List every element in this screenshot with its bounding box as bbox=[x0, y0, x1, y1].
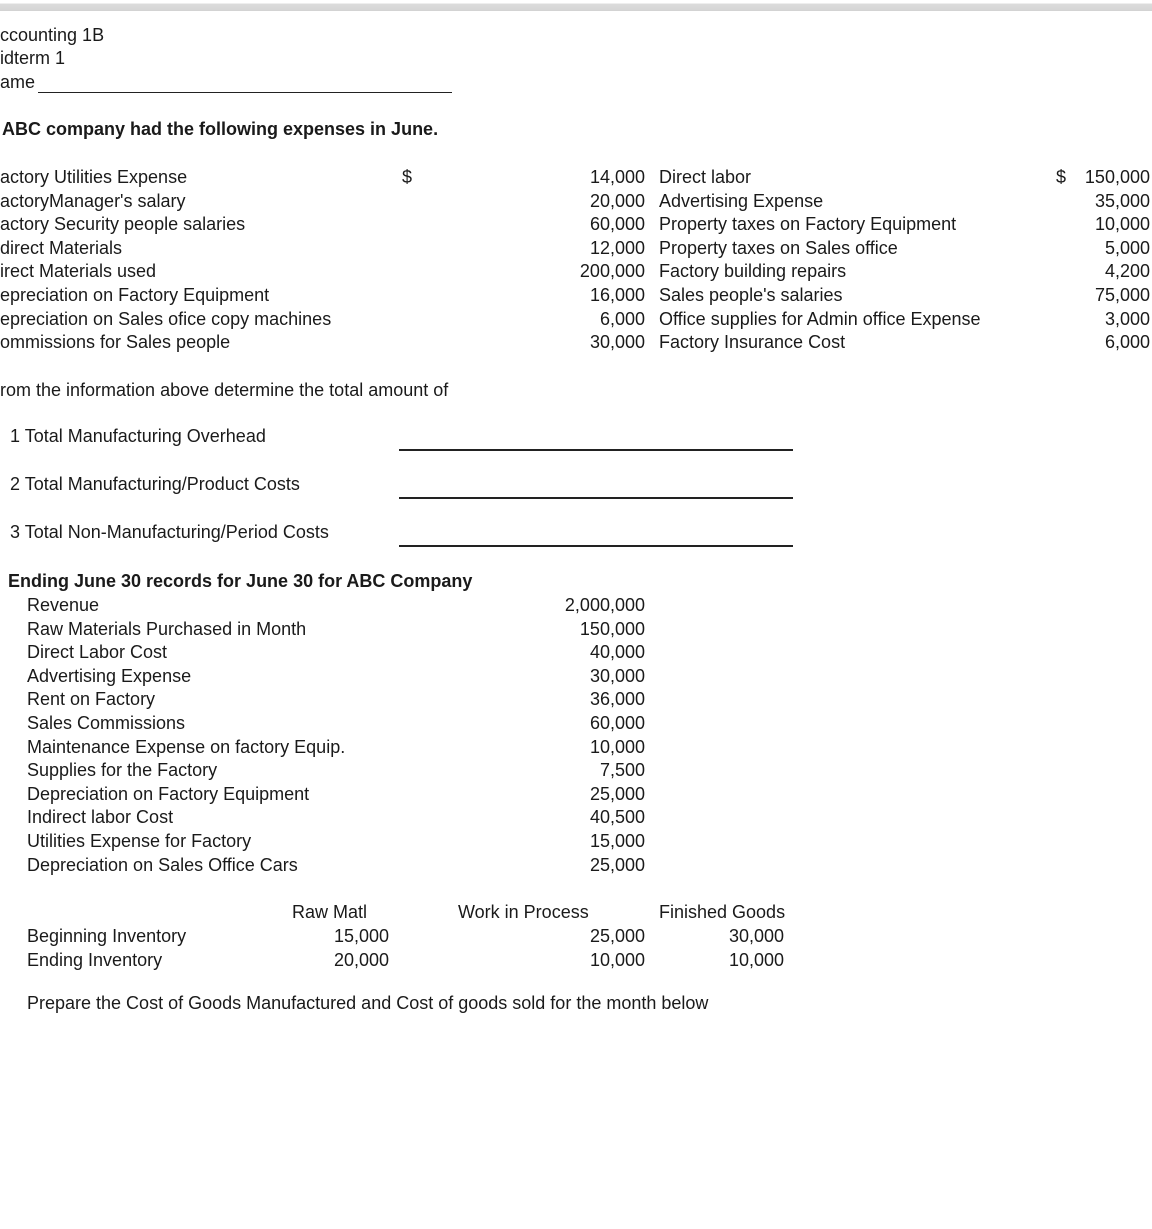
question-prompt: rom the information above determine the total amount of bbox=[0, 380, 449, 400]
record-amount: 10,000 bbox=[589, 736, 645, 757]
instruction-text: Prepare the Cost of Goods Manufactured and Cost of goods sold for the month below bbox=[27, 993, 709, 1013]
question-item bbox=[10, 521, 329, 545]
expense-label: actoryManager's salary bbox=[0, 190, 186, 211]
expense-amount: 10,000 bbox=[1094, 214, 1150, 235]
expense-amount: 6,000 bbox=[599, 308, 645, 329]
answer-line[interactable] bbox=[399, 449, 793, 451]
inventory-fg-value: 30,000 bbox=[728, 926, 784, 946]
records-labels bbox=[27, 594, 345, 877]
expense-amount: 20,000 bbox=[589, 190, 645, 211]
expense-label: irect Materials used bbox=[0, 261, 157, 282]
expense-amount: 35,000 bbox=[1094, 190, 1150, 211]
expense-label: epreciation on Sales ofice copy machines bbox=[0, 308, 332, 329]
expense-amount: 5,000 bbox=[1104, 237, 1150, 258]
record-amount: 2,000,000 bbox=[564, 595, 645, 615]
expense-label: Advertising Expense bbox=[659, 190, 824, 211]
record-label: Maintenance Expense on factory Equip. bbox=[27, 736, 346, 757]
window-top-bar bbox=[0, 0, 1152, 11]
currency-symbol: $ bbox=[1056, 167, 1067, 187]
expense-label: Factory Insurance Cost bbox=[659, 332, 846, 353]
inventory-raw-value: 15,000 bbox=[333, 926, 389, 946]
expenses-right-labels bbox=[659, 166, 981, 355]
expense-amount: 200,000 bbox=[579, 261, 645, 282]
inventory-header-fg: Finished Goods bbox=[659, 902, 786, 922]
question-item bbox=[10, 425, 266, 449]
question-text: Total Non-Manufacturing/Period Costs bbox=[24, 522, 329, 542]
name-blank-line bbox=[38, 92, 452, 93]
record-label: Indirect labor Cost bbox=[27, 807, 174, 828]
question-number: 3 bbox=[10, 522, 21, 542]
record-label: Depreciation on Sales Office Cars bbox=[27, 854, 298, 875]
inventory-row-label: Beginning Inventory bbox=[27, 926, 187, 946]
record-amount: 25,000 bbox=[589, 854, 645, 875]
inventory-wip-value: 10,000 bbox=[589, 949, 645, 970]
expense-amount: 75,000 bbox=[1094, 284, 1150, 305]
expense-label: ommissions for Sales people bbox=[0, 332, 231, 353]
inventory-raw-values bbox=[334, 925, 389, 972]
record-amount: 40,500 bbox=[589, 807, 645, 828]
intro-heading: ABC company had the following expenses in June. bbox=[2, 119, 439, 139]
question-number: 2 bbox=[10, 474, 21, 494]
expense-amount: 4,200 bbox=[1104, 261, 1150, 282]
expenses-left-labels bbox=[0, 166, 331, 355]
answer-line[interactable] bbox=[399, 545, 793, 547]
question-text: Total Manufacturing Overhead bbox=[24, 426, 266, 446]
record-label: Supplies for the Factory bbox=[27, 760, 218, 781]
name-label: ame bbox=[0, 72, 36, 92]
question-item bbox=[10, 473, 300, 497]
expense-label: Property taxes on Sales office bbox=[659, 237, 898, 258]
record-amount: 60,000 bbox=[589, 712, 645, 733]
inventory-raw-value: 20,000 bbox=[333, 949, 389, 970]
expenses-right-amounts bbox=[1085, 166, 1150, 355]
question-text: Total Manufacturing/Product Costs bbox=[24, 474, 300, 494]
inventory-wip-value: 25,000 bbox=[589, 926, 645, 946]
expense-label: direct Materials bbox=[0, 237, 123, 258]
record-label: Depreciation on Factory Equipment bbox=[27, 783, 310, 804]
expense-label: actory Security people salaries bbox=[0, 214, 246, 235]
expense-amount: 16,000 bbox=[589, 284, 645, 305]
record-amount: 15,000 bbox=[589, 830, 645, 851]
expense-label: Sales people's salaries bbox=[659, 284, 843, 305]
record-label: Utilities Expense for Factory bbox=[27, 830, 252, 851]
expense-label: epreciation on Factory Equipment bbox=[0, 284, 270, 305]
exam-title: idterm 1 bbox=[0, 48, 66, 68]
currency-symbol: $ bbox=[402, 167, 413, 187]
expense-label: Property taxes on Factory Equipment bbox=[659, 214, 957, 235]
record-amount: 150,000 bbox=[579, 618, 645, 639]
course-title: ccounting 1B bbox=[0, 25, 105, 45]
record-amount: 36,000 bbox=[589, 689, 645, 710]
record-label: Sales Commissions bbox=[27, 712, 186, 733]
expense-label: Office supplies for Admin office Expense bbox=[659, 308, 981, 329]
inventory-header-wip: Work in Process bbox=[458, 902, 589, 922]
expense-amount: 3,000 bbox=[1104, 308, 1150, 329]
record-amount: 25,000 bbox=[589, 783, 645, 804]
expenses-left-amounts bbox=[580, 166, 645, 355]
inventory-header-raw: Raw Matl bbox=[292, 902, 368, 922]
question-number: 1 bbox=[10, 426, 21, 446]
records-amounts bbox=[565, 594, 645, 877]
record-label: Advertising Expense bbox=[27, 665, 192, 686]
record-amount: 40,000 bbox=[589, 642, 645, 663]
record-amount: 30,000 bbox=[589, 665, 645, 686]
record-label: Revenue bbox=[27, 595, 100, 615]
inventory-fg-value: 10,000 bbox=[728, 949, 784, 970]
expense-amount: 60,000 bbox=[589, 214, 645, 235]
record-label: Raw Materials Purchased in Month bbox=[27, 618, 307, 639]
answer-line[interactable] bbox=[399, 497, 793, 499]
records-title: Ending June 30 records for June 30 for ABC Company bbox=[8, 571, 473, 591]
expense-amount: 12,000 bbox=[589, 237, 645, 258]
expense-amount: 6,000 bbox=[1104, 332, 1150, 353]
record-label: Direct Labor Cost bbox=[27, 642, 168, 663]
inventory-row-label: Ending Inventory bbox=[27, 949, 163, 970]
record-label: Rent on Factory bbox=[27, 689, 156, 710]
record-amount: 7,500 bbox=[599, 760, 645, 781]
expense-label: Direct labor bbox=[659, 167, 752, 187]
inventory-wip-values bbox=[590, 925, 645, 972]
expense-amount: 14,000 bbox=[589, 167, 645, 187]
inventory-row-labels bbox=[27, 925, 186, 972]
expense-amount: 150,000 bbox=[1084, 167, 1150, 187]
inventory-fg-values bbox=[729, 925, 784, 972]
expense-label: Factory building repairs bbox=[659, 261, 847, 282]
expense-label: actory Utilities Expense bbox=[0, 167, 188, 187]
expense-amount: 30,000 bbox=[589, 332, 645, 353]
